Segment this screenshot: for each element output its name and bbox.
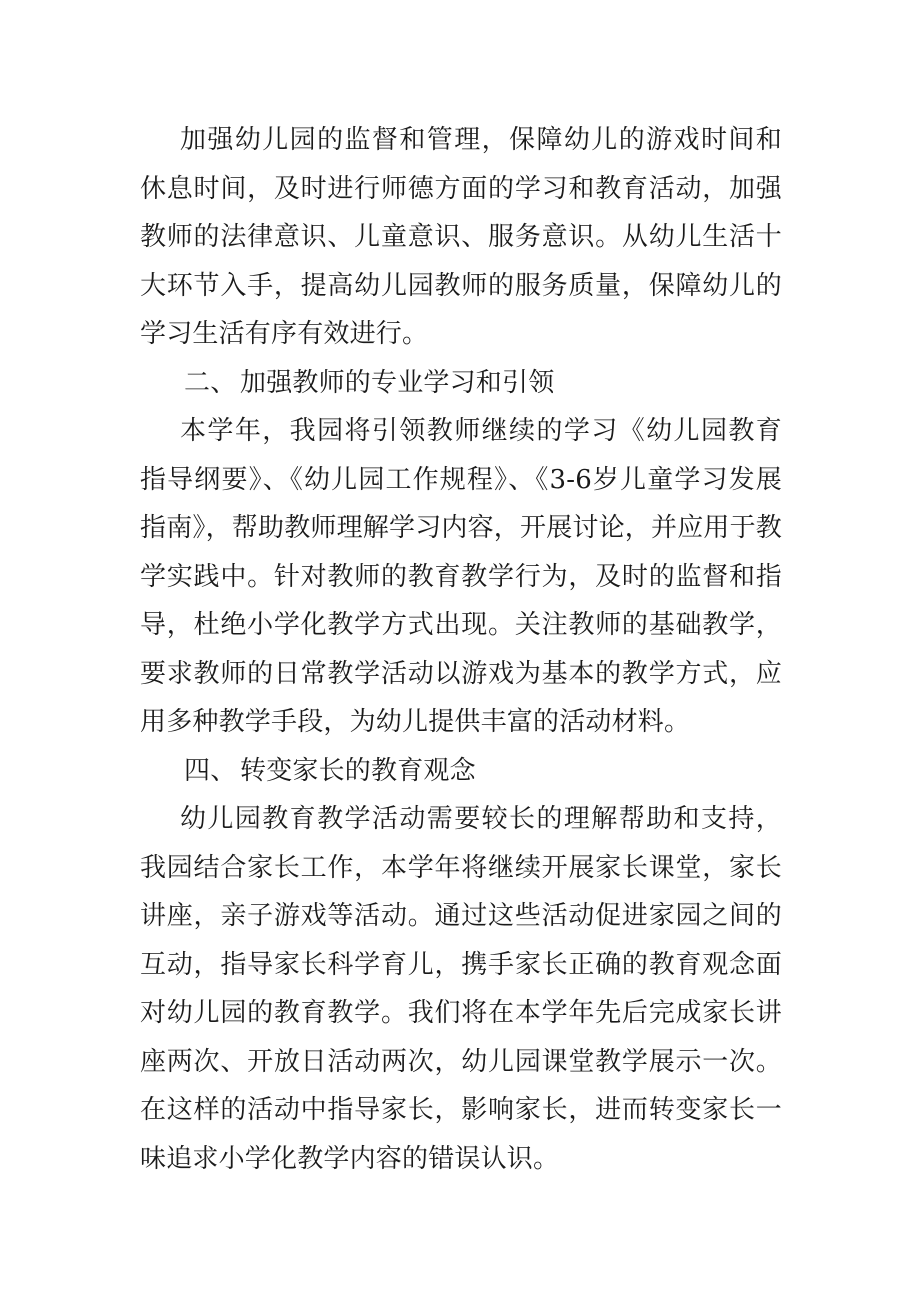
document-page	[140, 116, 782, 1183]
paragraph-supervision: 加强幼儿园的监督和管理，保障幼儿的游戏时间和休息时间，及时进行师德方面的学习和教育活动，加强教师的法律意识、儿童意识、服务意识。从幼儿生活十大环节入手，提高幼儿园教师的服务质量，保障幼儿的学习生活有序有效进行。	[140, 125, 782, 349]
section-heading-teacher-learning	[140, 359, 782, 408]
section-title: 加强教师的专业学习和引领	[240, 367, 555, 398]
section-heading-parent-concepts	[140, 747, 782, 796]
section-number: 二、	[184, 367, 237, 398]
paragraph-teacher-learning: 本学年，我园将引领教师继续的学习《幼儿园教育指导纲要》、《幼儿园工作规程》、《3-6岁儿童学习发展指南》，帮助教师理解学习内容，开展讨论，并应用于教学实践中。针对教师的教育教学行为，及时的监督和指导，杜绝小学化教学方式出现。关注教师的基础教学，要求教师的日常教学活动以游戏为基本的教学方式，应用多种教学手段，为幼儿提供丰富的活动材料。	[140, 416, 783, 737]
section-number: 四、	[184, 755, 237, 786]
section-title: 转变家长的教育观念	[240, 755, 476, 786]
paragraph-parent-concepts: 幼儿园教育教学活动需要较长的理解帮助和支持，我园结合家长工作，本学年将继续开展家长课堂，家长讲座，亲子游戏等活动。通过这些活动促进家园之间的互动，指导家长科学育儿，携手家长正确的教育观念面对幼儿园的教育教学。我们将在本学年先后完成家长讲座两次、开放日活动两次，幼儿园课堂教学展示一次。在这样的活动中指导家长，影响家长，进而转变家长一味追求小学化教学内容的错误认识。	[140, 804, 782, 1174]
